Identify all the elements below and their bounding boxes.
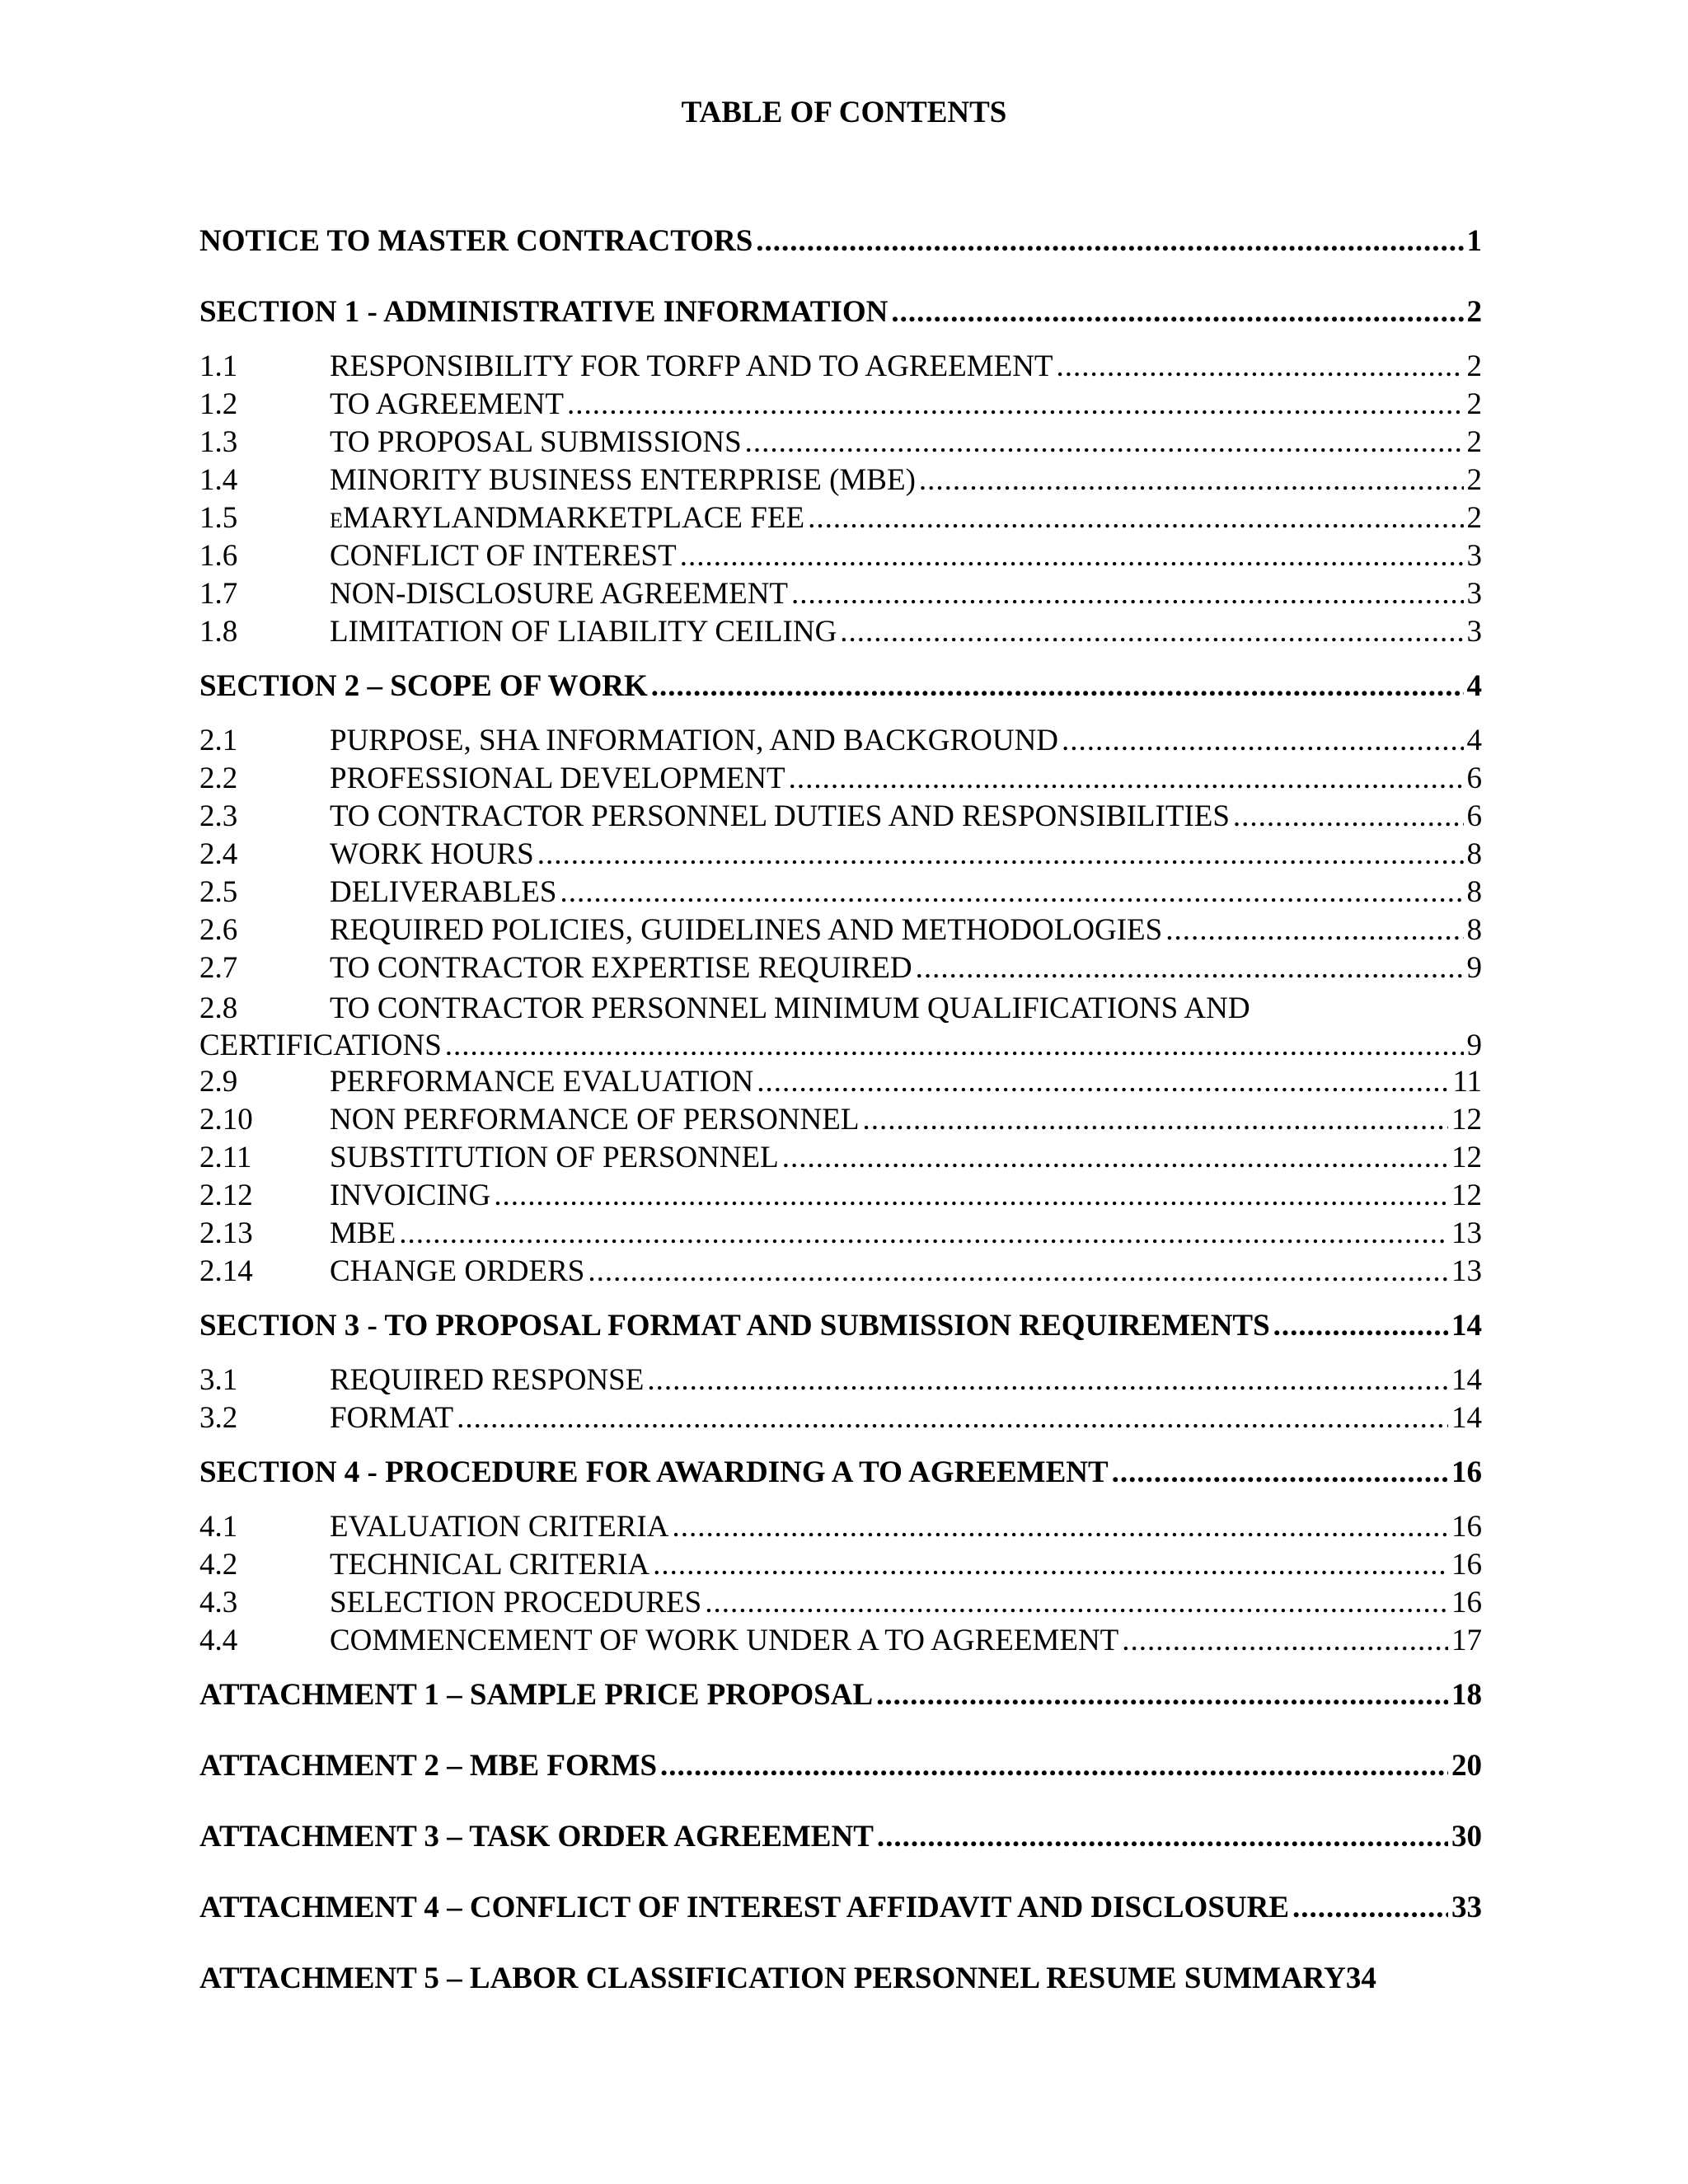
toc-page: 13 (1451, 1254, 1482, 1288)
toc-entry-1-2[interactable] (0, 386, 1688, 422)
toc-label: TECHNICAL CRITERIA (330, 1548, 650, 1582)
toc-entry-2-6[interactable] (0, 912, 1688, 948)
toc-page: 8 (1466, 913, 1482, 947)
toc-entry-2-10[interactable] (0, 1101, 1688, 1137)
toc-number: 2.6 (199, 913, 238, 947)
toc-page: 33 (1451, 1891, 1482, 1924)
toc-label: NON-DISCLOSURE AGREEMENT (330, 577, 789, 611)
toc-page: 2 (1466, 295, 1482, 329)
toc-entry-2-7[interactable] (0, 949, 1688, 986)
page-title: TABLE OF CONTENTS (681, 96, 1007, 129)
toc-entry-attachment-2[interactable] (0, 1747, 1688, 1783)
toc-label: ATTACHMENT 2 – MBE FORMS (199, 1749, 658, 1783)
toc-page: 9 (1466, 951, 1482, 985)
toc-label: TO CONTRACTOR PERSONNEL DUTIES AND RESPONSIBILITIES (330, 799, 1230, 833)
toc-entry-1-3[interactable] (0, 424, 1688, 460)
toc-page: 20 (1451, 1749, 1482, 1783)
toc-page: 16 (1451, 1455, 1482, 1489)
toc-page: 8 (1466, 837, 1482, 871)
toc-page: 13 (1451, 1216, 1482, 1250)
toc-page: 16 (1451, 1548, 1482, 1582)
toc-page: 11 (1452, 1065, 1482, 1099)
toc-number: 4.3 (199, 1586, 238, 1619)
toc-page: 16 (1451, 1586, 1482, 1619)
toc-page: 17 (1451, 1624, 1482, 1657)
toc-page: 2 (1466, 349, 1482, 383)
toc-label: CONFLICT OF INTEREST (330, 539, 677, 573)
toc-entry-1-1[interactable] (0, 348, 1688, 384)
toc-number: 2.11 (199, 1141, 252, 1174)
toc-page: 14 (1451, 1309, 1482, 1343)
toc-page: 14 (1451, 1401, 1482, 1435)
toc-number: 2.7 (199, 951, 238, 985)
toc-number: 1.8 (199, 615, 238, 649)
toc-page: 4 (1466, 669, 1482, 703)
toc-label: LIMITATION OF LIABILITY CEILING (330, 615, 837, 649)
toc-entry-attachment-4[interactable] (0, 1889, 1688, 1925)
toc-entry-section-3[interactable] (0, 1307, 1688, 1343)
toc-label: SECTION 2 – SCOPE OF WORK (199, 669, 648, 703)
toc-label: REQUIRED POLICIES, GUIDELINES AND METHODOLOGIES (330, 913, 1163, 947)
toc-label: NOTICE TO MASTER CONTRACTORS (199, 224, 753, 258)
toc-page: 12 (1451, 1179, 1482, 1212)
toc-entry-attachment-3[interactable] (0, 1818, 1688, 1854)
toc-label: DELIVERABLES (330, 875, 557, 909)
toc-number: 1.6 (199, 539, 238, 573)
toc-label: ATTACHMENT 3 – TASK ORDER AGREEMENT (199, 1820, 874, 1854)
toc-label: COMMENCEMENT OF WORK UNDER A TO AGREEMENT (330, 1624, 1119, 1657)
toc-page: 14 (1451, 1363, 1482, 1397)
toc-entry-attachment-5[interactable] (0, 1960, 1688, 1996)
toc-label: SECTION 4 - PROCEDURE FOR AWARDING A TO AGREEMENT (199, 1455, 1109, 1489)
toc-entry-section-4[interactable] (0, 1454, 1688, 1490)
toc-label-prefix: E (330, 509, 343, 532)
toc-number: 4.4 (199, 1624, 238, 1657)
toc-entry-2-4[interactable] (0, 836, 1688, 872)
toc-number: 2.12 (199, 1179, 253, 1212)
toc-number: 2.13 (199, 1216, 253, 1250)
toc-page: 16 (1451, 1510, 1482, 1544)
toc-number: 2.9 (199, 1065, 238, 1099)
toc-entry-1-8[interactable] (0, 613, 1688, 649)
toc-entry-1-4[interactable] (0, 462, 1688, 498)
toc-number: 2.3 (199, 799, 238, 833)
toc-number: 1.4 (199, 463, 238, 497)
toc-label-line-1: TO CONTRACTOR PERSONNEL MINIMUM QUALIFICATIONS AND (330, 991, 1250, 1025)
toc-page: 12 (1451, 1141, 1482, 1174)
toc-label: MBE (330, 1216, 396, 1250)
toc-entry-3-2[interactable] (0, 1399, 1688, 1436)
toc-label: PERFORMANCE EVALUATION (330, 1065, 754, 1099)
toc-label: MARYLANDMARKETPLACE FEE (342, 501, 805, 535)
toc-page: 2 (1466, 425, 1482, 459)
toc-page: 1 (1466, 224, 1482, 258)
toc-entry-2-8[interactable] (0, 987, 1688, 1063)
toc-page: 34 (1345, 1961, 1376, 1995)
toc-entry-1-5[interactable] (0, 499, 1688, 536)
toc-number: 1.7 (199, 577, 238, 611)
toc-page: 18 (1451, 1678, 1482, 1712)
toc-page: 12 (1451, 1103, 1482, 1137)
toc-label: ATTACHMENT 5 – LABOR CLASSIFICATION PERSONNEL RESUME SUMMARY (199, 1961, 1346, 1995)
toc-number: 1.1 (199, 349, 238, 383)
toc-entry-2-11[interactable] (0, 1139, 1688, 1175)
toc-label: WORK HOURS (330, 837, 534, 871)
toc-entry-4-1[interactable] (0, 1508, 1688, 1544)
toc-number: 2.14 (199, 1254, 253, 1288)
toc-label: SECTION 3 - TO PROPOSAL FORMAT AND SUBMISSION REQUIREMENTS (199, 1309, 1270, 1343)
toc-number: 3.1 (199, 1363, 238, 1397)
toc-label: CHANGE ORDERS (330, 1254, 585, 1288)
toc-number: 2.10 (199, 1103, 253, 1137)
toc-label-line-2: CERTIFICATIONS (199, 1029, 442, 1062)
toc-number: 4.1 (199, 1510, 238, 1544)
toc-label: SELECTION PROCEDURES (330, 1586, 702, 1619)
toc-entry-section-2[interactable] (0, 668, 1688, 704)
toc-label: INVOICING (330, 1179, 491, 1212)
toc-page: 9 (1466, 1029, 1482, 1062)
toc-page: 4 (1466, 724, 1482, 757)
toc-number: 3.2 (199, 1401, 238, 1435)
toc-page: 3 (1466, 539, 1482, 573)
toc-page: 2 (1466, 387, 1482, 421)
toc-entry-2-12[interactable] (0, 1177, 1688, 1213)
toc-label: ATTACHMENT 1 – SAMPLE PRICE PROPOSAL (199, 1678, 874, 1712)
toc-label: REQUIRED RESPONSE (330, 1363, 645, 1397)
toc-entry-2-1[interactable] (0, 722, 1688, 758)
toc-number: 2.1 (199, 724, 238, 757)
toc-label: TO PROPOSAL SUBMISSIONS (330, 425, 742, 459)
toc-label: ATTACHMENT 4 – CONFLICT OF INTEREST AFFIDAVIT AND DISCLOSURE (199, 1891, 1290, 1924)
toc-entry-4-3[interactable] (0, 1584, 1688, 1620)
toc-entry-4-2[interactable] (0, 1546, 1688, 1582)
toc-label: FORMAT (330, 1401, 454, 1435)
toc-page: 3 (1466, 615, 1482, 649)
toc-label: PROFESSIONAL DEVELOPMENT (330, 762, 785, 795)
toc-label: NON PERFORMANCE OF PERSONNEL (330, 1103, 860, 1137)
toc-page: 6 (1466, 762, 1482, 795)
toc-entry-attachment-1[interactable] (0, 1676, 1688, 1713)
toc-label: PURPOSE, SHA INFORMATION, AND BACKGROUND (330, 724, 1059, 757)
toc-number: 1.3 (199, 425, 238, 459)
toc-page: 2 (1466, 501, 1482, 535)
toc-page: 8 (1466, 875, 1482, 909)
toc-label: MINORITY BUSINESS ENTERPRISE (MBE) (330, 463, 916, 497)
toc-entry-1-7[interactable] (0, 575, 1688, 612)
toc-label: SECTION 1 - ADMINISTRATIVE INFORMATION (199, 295, 889, 329)
toc-entry-3-1[interactable] (0, 1361, 1688, 1398)
toc-page: 3 (1466, 577, 1482, 611)
toc-entry-4-4[interactable] (0, 1622, 1688, 1658)
toc-entry-2-3[interactable] (0, 798, 1688, 834)
toc-entry-2-9[interactable] (0, 1063, 1688, 1099)
toc-label: TO CONTRACTOR EXPERTISE REQUIRED (330, 951, 912, 985)
toc-page: 2 (1466, 463, 1482, 497)
toc-number: 2.4 (199, 837, 238, 871)
toc-entry-2-2[interactable] (0, 760, 1688, 796)
toc-label: SUBSTITUTION OF PERSONNEL (330, 1141, 779, 1174)
toc-number: 2.2 (199, 762, 238, 795)
toc-label: EVALUATION CRITERIA (330, 1510, 669, 1544)
toc-entry-1-6[interactable] (0, 537, 1688, 574)
toc-entry-2-14[interactable] (0, 1253, 1688, 1289)
toc-page: 30 (1451, 1820, 1482, 1854)
toc-number: 2.5 (199, 875, 238, 909)
toc-entry-section-1[interactable] (0, 293, 1688, 330)
toc-number: 4.2 (199, 1548, 238, 1582)
toc-label: RESPONSIBILITY FOR TORFP AND TO AGREEMENT (330, 349, 1053, 383)
toc-page: 6 (1466, 799, 1482, 833)
toc-entry-2-13[interactable] (0, 1215, 1688, 1251)
toc-number: 2.8 (199, 991, 238, 1025)
toc-number: 1.2 (199, 387, 238, 421)
toc-entry-2-5[interactable] (0, 874, 1688, 910)
toc-number: 1.5 (199, 501, 238, 535)
toc-label: TO AGREEMENT (330, 387, 565, 421)
toc-entry-notice[interactable] (0, 223, 1688, 259)
